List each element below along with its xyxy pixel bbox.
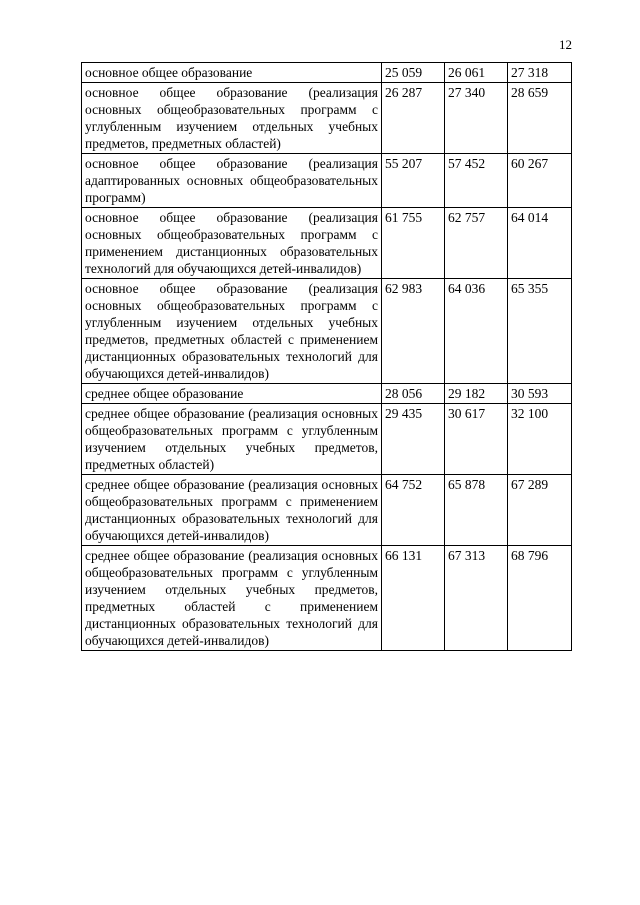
row-value-1: 62 983 bbox=[382, 279, 445, 384]
row-value-3: 32 100 bbox=[508, 404, 572, 475]
row-value-2: 26 061 bbox=[445, 63, 508, 83]
row-value-2: 27 340 bbox=[445, 83, 508, 154]
row-label: среднее общее образование (реализация основных общеобразовательных программ с углубленным изучением отдельных учебных предметов, предметных областей) bbox=[82, 404, 382, 475]
row-value-1: 64 752 bbox=[382, 475, 445, 546]
row-value-2: 30 617 bbox=[445, 404, 508, 475]
row-value-2: 62 757 bbox=[445, 208, 508, 279]
row-value-1: 55 207 bbox=[382, 154, 445, 208]
row-label: основное общее образование bbox=[82, 63, 382, 83]
table-row bbox=[82, 475, 572, 546]
row-label: среднее общее образование bbox=[82, 384, 382, 404]
row-value-1: 25 059 bbox=[382, 63, 445, 83]
row-value-1: 61 755 bbox=[382, 208, 445, 279]
row-label: среднее общее образование (реализация основных общеобразовательных программ с углубленным изучением отдельных учебных предметов, предметных областей с применением дистанционных образовательных технологий для обучающихся детей-инвалидов) bbox=[82, 546, 382, 651]
row-value-2: 65 878 bbox=[445, 475, 508, 546]
row-value-3: 65 355 bbox=[508, 279, 572, 384]
table-row bbox=[82, 404, 572, 475]
row-value-3: 67 289 bbox=[508, 475, 572, 546]
row-label: основное общее образование (реализация адаптированных основных общеобразовательных программ) bbox=[82, 154, 382, 208]
table-row bbox=[82, 279, 572, 384]
table-row bbox=[82, 83, 572, 154]
row-value-1: 66 131 bbox=[382, 546, 445, 651]
row-label: среднее общее образование (реализация основных общеобразовательных программ с применением дистанционных образовательных технологий для обучающихся детей-инвалидов) bbox=[82, 475, 382, 546]
table-row bbox=[82, 546, 572, 651]
cost-table bbox=[81, 62, 572, 651]
row-value-2: 57 452 bbox=[445, 154, 508, 208]
row-value-3: 60 267 bbox=[508, 154, 572, 208]
row-value-2: 64 036 bbox=[445, 279, 508, 384]
row-label: основное общее образование (реализация основных общеобразовательных программ с углубленным изучением отдельных учебных предметов, предметных областей с применением дистанционных образовательных технологий для обучающихся детей-инвалидов) bbox=[82, 279, 382, 384]
row-value-2: 67 313 bbox=[445, 546, 508, 651]
row-value-2: 29 182 bbox=[445, 384, 508, 404]
row-value-3: 68 796 bbox=[508, 546, 572, 651]
row-value-1: 29 435 bbox=[382, 404, 445, 475]
row-value-3: 64 014 bbox=[508, 208, 572, 279]
row-label: основное общее образование (реализация основных общеобразовательных программ с углубленным изучением отдельных учебных предметов, предметных областей) bbox=[82, 83, 382, 154]
row-value-1: 26 287 bbox=[382, 83, 445, 154]
table-row bbox=[82, 384, 572, 404]
row-label: основное общее образование (реализация основных общеобразовательных программ с применением дистанционных образовательных технологий для обучающихся детей-инвалидов) bbox=[82, 208, 382, 279]
row-value-3: 28 659 bbox=[508, 83, 572, 154]
table-row bbox=[82, 154, 572, 208]
row-value-3: 27 318 bbox=[508, 63, 572, 83]
table-row bbox=[82, 63, 572, 83]
table-row bbox=[82, 208, 572, 279]
row-value-3: 30 593 bbox=[508, 384, 572, 404]
row-value-1: 28 056 bbox=[382, 384, 445, 404]
page-number: 12 bbox=[559, 37, 572, 52]
